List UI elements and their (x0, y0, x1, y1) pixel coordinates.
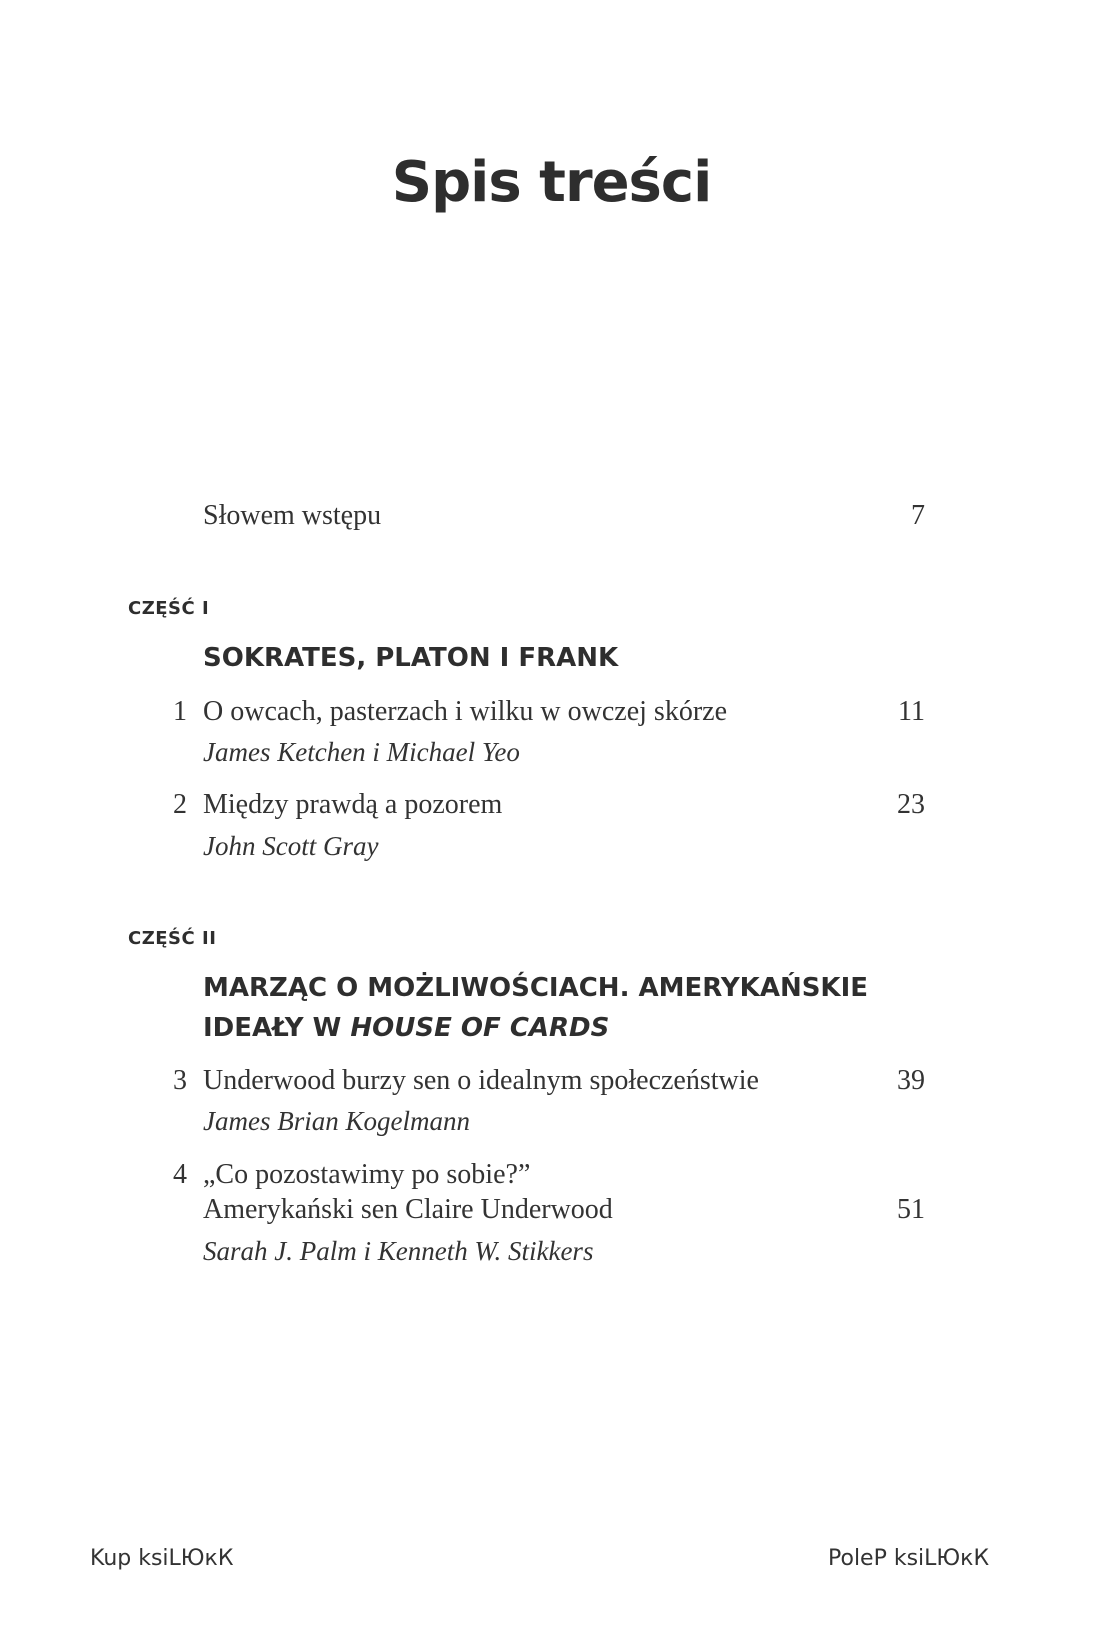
chapter-title[interactable]: Underwood burzy sen o idealnym społeczeństwie (203, 1065, 759, 1096)
chapter-number: 4 (173, 1159, 187, 1190)
chapter-author: Sarah J. Palm i Kenneth W. Stikkers (203, 1236, 594, 1266)
part-title-line2 (203, 1008, 609, 1048)
chapter-author: James Ketchen i Michael Yeo (203, 737, 520, 767)
part-label: CZĘŚĆ II (128, 928, 217, 949)
part-title-italic: HOUSE OF CARDS (350, 1013, 610, 1043)
part-title-prefix: IDEAŁY W (203, 1013, 351, 1043)
chapter-title[interactable]: Między prawdą a pozorem (203, 789, 503, 820)
part-title: SOKRATES, PLATON I FRANK (203, 643, 619, 673)
chapter-number: 3 (173, 1065, 187, 1096)
chapter-title-line2[interactable]: Amerykański sen Claire Underwood (203, 1194, 613, 1225)
chapter-title[interactable]: O owcach, pasterzach i wilku w owczej skórze (203, 696, 728, 727)
page-title: Spis treści (391, 150, 712, 215)
chapter-page: 39 (897, 1065, 925, 1096)
footer-buy-link[interactable]: Kup ksiLЮкК (90, 1546, 234, 1571)
chapter-page: 51 (897, 1194, 925, 1225)
chapter-title[interactable]: „Co pozostawimy po sobie?” (203, 1159, 531, 1190)
chapter-page: 11 (898, 696, 925, 727)
chapter-number: 2 (173, 789, 187, 820)
part-label: CZĘŚĆ I (128, 598, 210, 619)
chapter-author: James Brian Kogelmann (203, 1106, 470, 1136)
toc-intro-page: 7 (911, 500, 925, 531)
chapter-page: 23 (897, 789, 925, 820)
part-title-line1: MARZĄC O MOŻLIWOŚCIACH. AMERYKAŃSKIE (203, 973, 869, 1003)
chapter-author: John Scott Gray (203, 831, 379, 861)
toc-intro-title[interactable]: Słowem wstępu (203, 500, 382, 531)
footer-recommend-link[interactable]: PoleP ksiLЮкК (828, 1546, 990, 1571)
chapter-number: 1 (173, 696, 187, 727)
